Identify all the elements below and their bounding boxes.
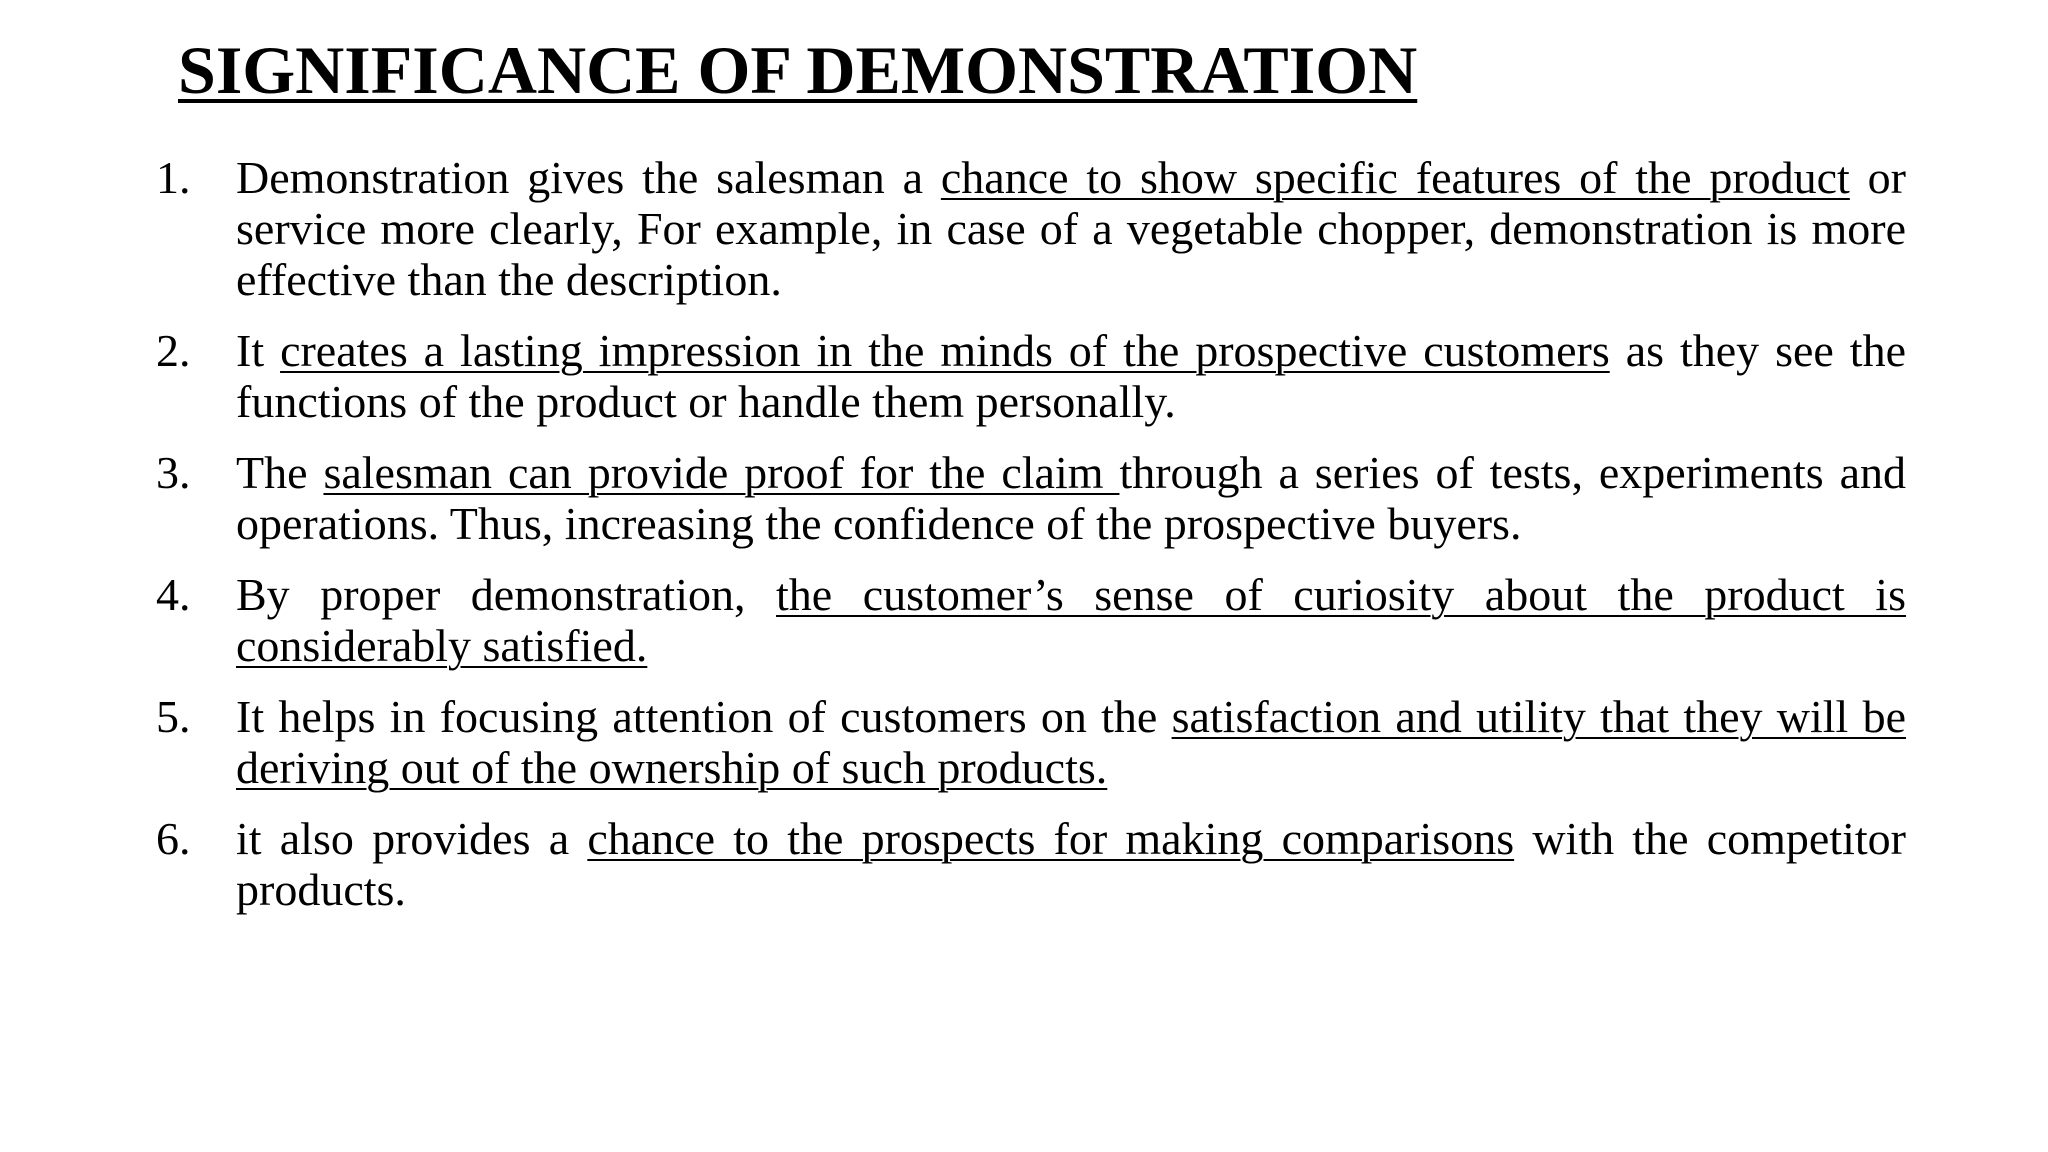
- item-text: By proper demonstration,: [236, 569, 777, 620]
- item-number: 2.: [156, 325, 191, 376]
- item-underlined-text: chance to the prospects for making comparisons: [587, 813, 1515, 864]
- item-text: The: [236, 447, 324, 498]
- list-item: [156, 569, 1906, 671]
- item-number: 4.: [156, 569, 191, 620]
- item-underlined-text: the customer’s sense of curiosity about the product is considerably satisfied.: [236, 569, 1906, 671]
- item-number: 5.: [156, 691, 191, 742]
- list-item: [156, 152, 1906, 305]
- item-number: 1.: [156, 152, 191, 203]
- item-text: It: [236, 325, 281, 376]
- list-item: [156, 447, 1906, 549]
- item-underlined-text: chance to show specific features of the product: [940, 152, 1850, 203]
- item-text-continued: or service more clearly, For example, in case of a vegetable chopper, demonstration is more effective than the description.: [236, 152, 1906, 305]
- list-item: [156, 691, 1906, 793]
- item-text-continued: with the competitor products.: [236, 813, 1906, 915]
- item-underlined-text: creates a lasting impression in the minds of the prospective customers: [280, 325, 1610, 376]
- list-item: [156, 813, 1906, 915]
- item-text: It helps in focusing attention of customers on the: [236, 691, 1172, 742]
- item-number: 6.: [156, 813, 191, 864]
- item-text: it also provides a: [236, 813, 588, 864]
- item-number: 3.: [156, 447, 191, 498]
- item-underlined-text: salesman can provide proof for the claim: [323, 447, 1120, 498]
- item-text-continued: as they see the functions of the product or handle them personally.: [236, 325, 1906, 427]
- item-text: Demonstration gives the salesman a: [236, 152, 941, 203]
- item-underlined-text: satisfaction and utility that they will be deriving out of the ownership of such products.: [236, 691, 1906, 793]
- list-item: [156, 325, 1906, 427]
- slide-title: SIGNIFICANCE OF DEMONSTRATION: [178, 32, 1418, 108]
- item-text-continued: through a series of tests, experiments and operations. Thus, increasing the confidence of the prospective buyers.: [236, 447, 1907, 549]
- points-list: [156, 152, 1906, 935]
